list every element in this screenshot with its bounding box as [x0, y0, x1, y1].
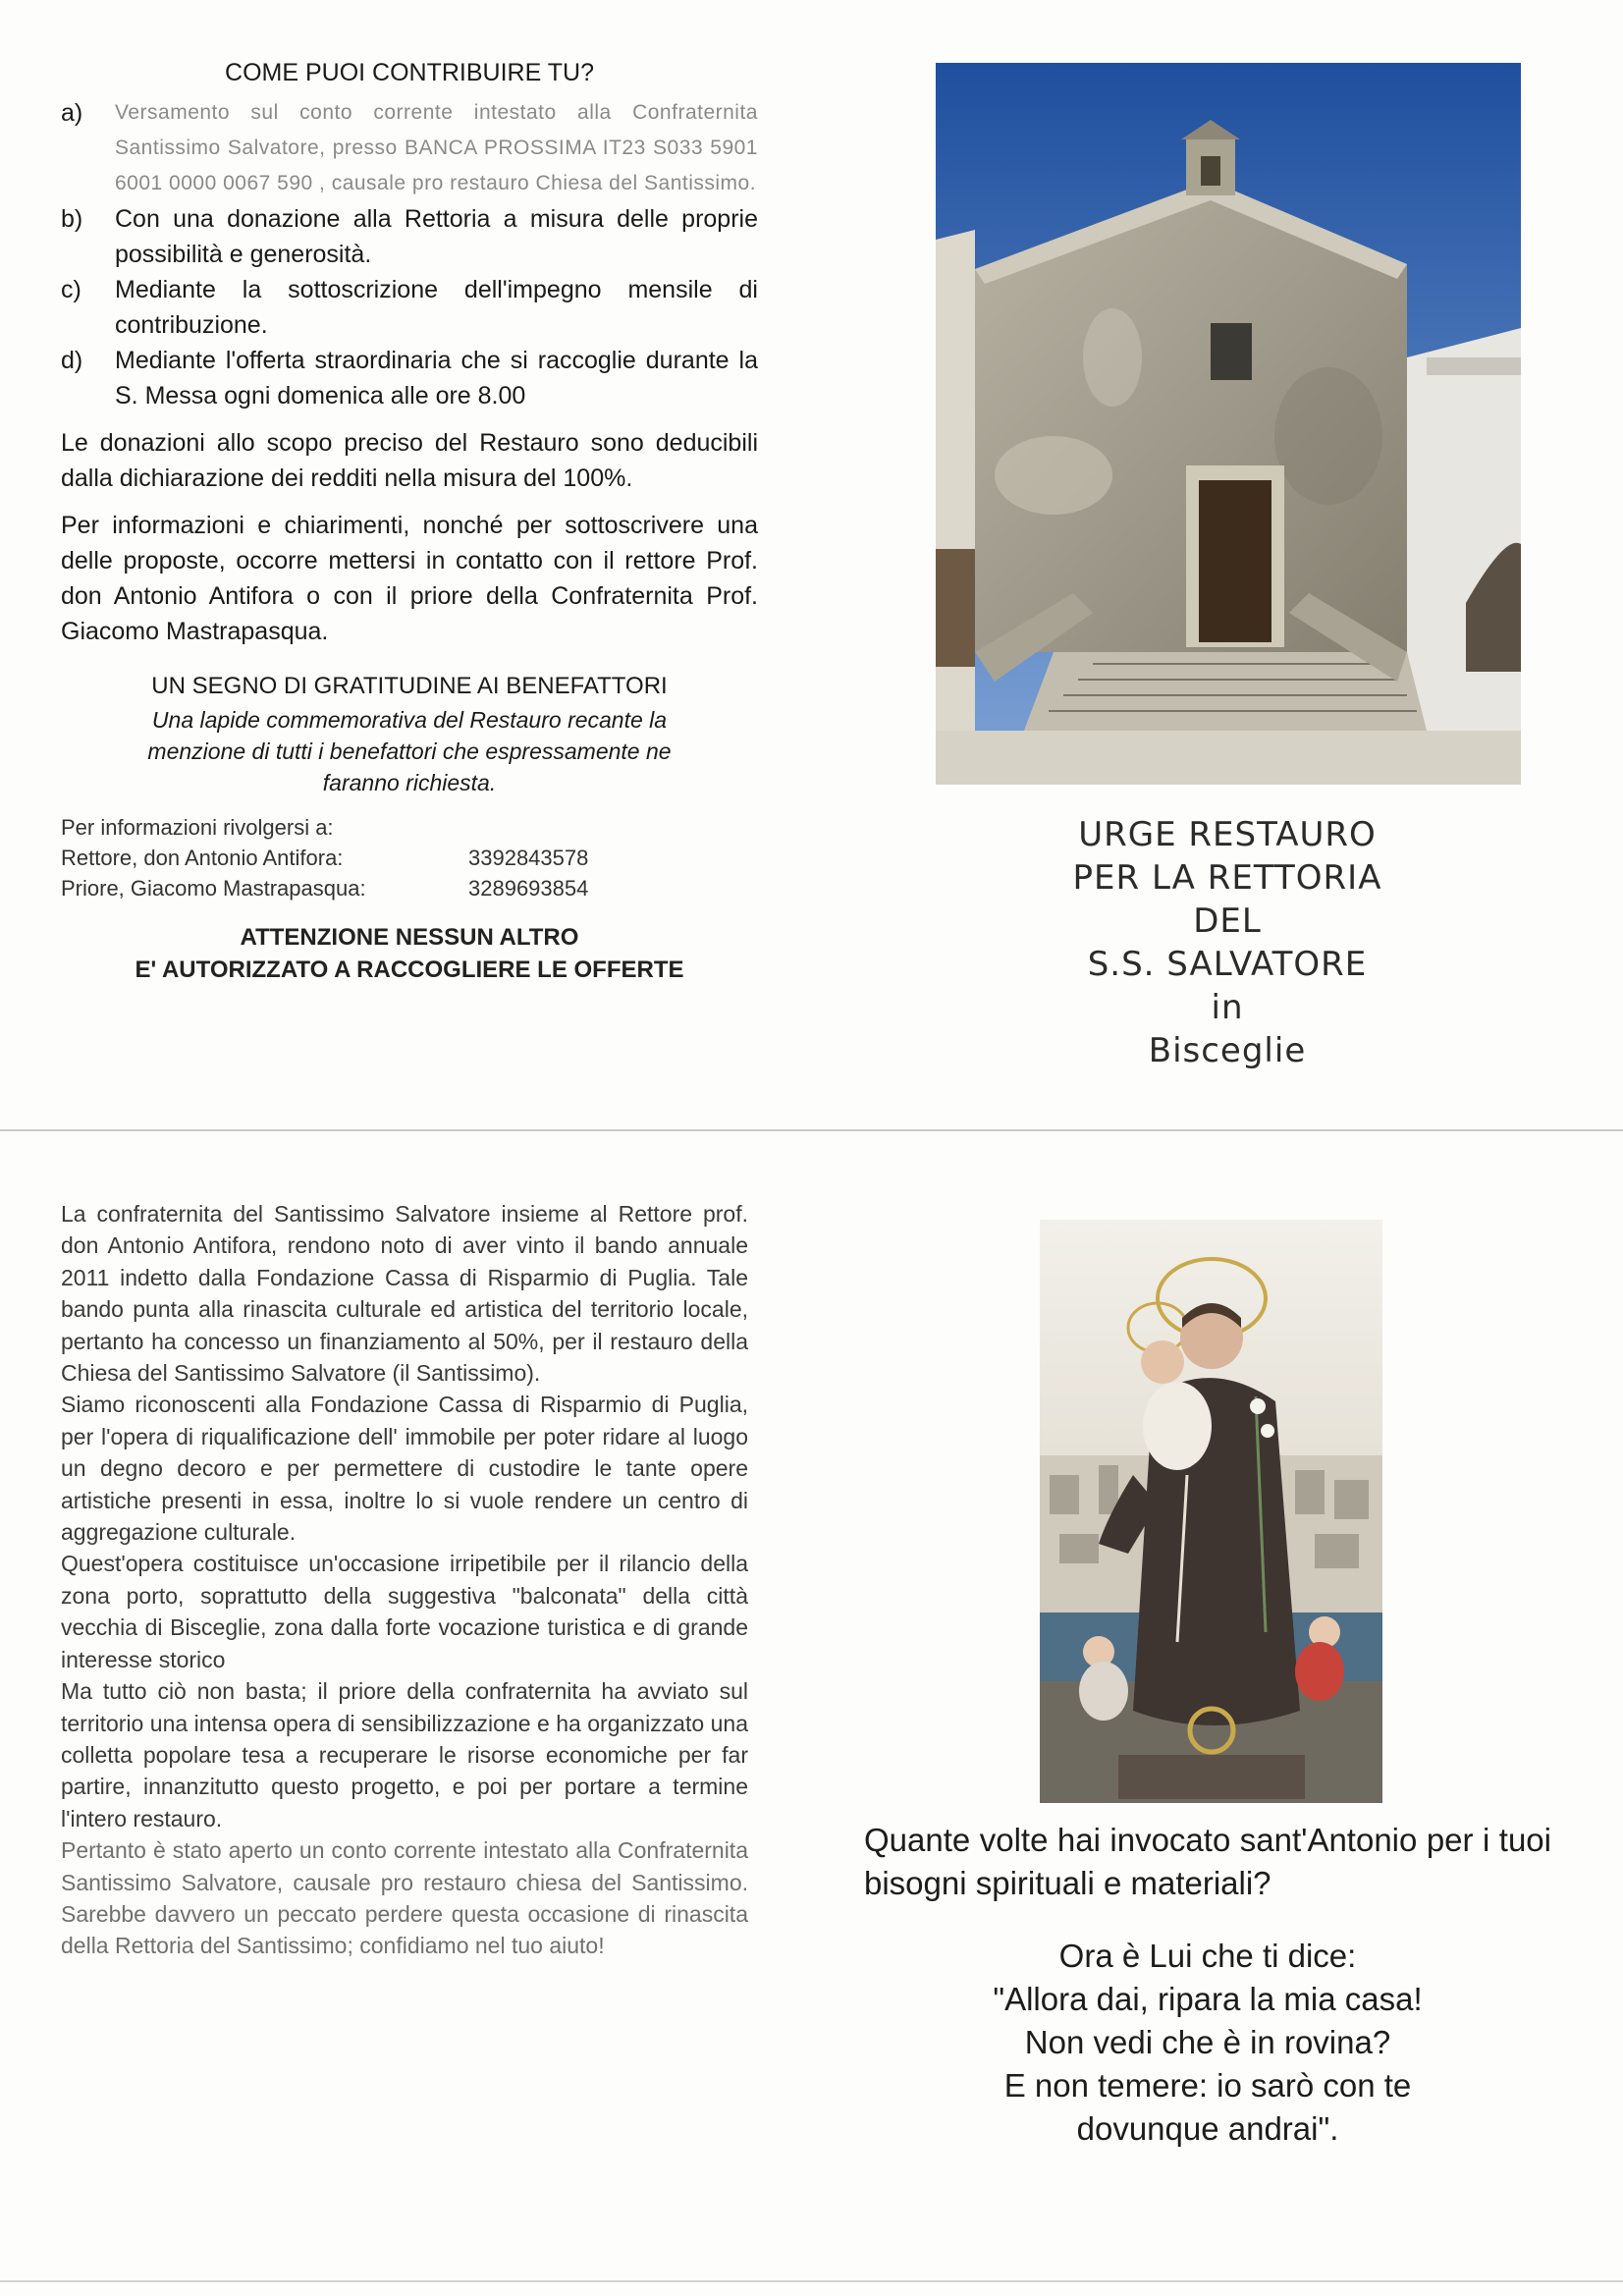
quote-answer	[864, 1935, 1551, 2151]
list-item	[61, 272, 758, 343]
cover-title	[992, 813, 1463, 1072]
quote-question: Quante volte hai invocato sant'Antonio per i tuoi bisogni spirituali e materiali?	[864, 1822, 1551, 1901]
contacts-intro: Per informazioni rivolgersi a:	[61, 815, 334, 840]
list-key: c)	[61, 276, 81, 303]
quote-line-4: E non temere: io sarò con te	[1003, 2067, 1412, 2104]
list-text: Con una donazione alla Rettoria a misura delle proprie possibilità e generosità.	[115, 205, 758, 268]
contact-row-prior	[61, 873, 758, 903]
prior-phone: 3289693854	[468, 876, 589, 901]
body-paragraph-4: Ma tutto ciò non basta; il priore della confraternita ha avviato sul territorio una intensa opera di sensibilizzazione e ha organizzato una colletta popolare tesa a recuperare le risorse economiche per far partire, innanzitutto questo progetto, e poi per portare a termine l'intero restauro.	[61, 1678, 748, 1831]
cover-line-2: PER LA RETTORIA	[1072, 858, 1382, 898]
warning-line-1: ATTENZIONE NESSUN ALTRO	[240, 924, 579, 951]
gratitude-heading: UN SEGNO DI GRATITUDINE AI BENEFATTORI	[151, 673, 668, 699]
list-key: b)	[61, 205, 83, 233]
bottom-edge-line	[0, 2280, 1623, 2282]
list-text: Mediante l'offerta straordinaria che si raccoglie durante la S. Messa ogni domenica alle ore 8.00	[115, 347, 758, 410]
body-paragraph-5: Pertanto è stato aperto un conto corrente intestato alla Confraternita Santissimo Salvatore, causale pro restauro chiesa del Santissimo. Sarebbe davvero un peccato perdere questa occasione di rinascita della Rettoria del Santissimo; confidiamo nel tuo aiuto!	[61, 1837, 748, 1959]
quote-block	[864, 1819, 1551, 2151]
body-text	[61, 1198, 748, 1962]
contribute-panel	[61, 59, 758, 986]
quote-line-1: Ora è Lui che ti dice:	[1058, 1938, 1357, 1974]
gratitude-text: Una lapide commemorativa del Restauro recante la menzione di tutti i benefattori che espressamente ne faranno richiesta.	[147, 707, 672, 795]
saint-anthony-photo	[1040, 1220, 1382, 1803]
prior-label: Priore, Giacomo Mastrapasqua:	[61, 876, 366, 901]
deduction-text: Le donazioni allo scopo preciso del Restauro sono deducibili dalla dichiarazione dei redditi nella misura del 100%.	[61, 429, 758, 492]
cover-line-3: DEL	[1193, 902, 1262, 941]
list-item	[61, 343, 758, 413]
warning-text	[61, 921, 758, 986]
list-item	[61, 201, 758, 272]
church-photo	[936, 63, 1521, 785]
body-paragraph-2: Siamo riconoscenti alla Fondazione Cassa di Risparmio di Puglia, per l'opera di riqualificazione dell' immobile per poter ridare al luogo un degno decoro e per permettere di custodire le tante opere artistiche presenti in essa, inoltre lo si vuole rendere un centro di aggregazione culturale.	[61, 1392, 748, 1546]
contact-row-rector	[61, 843, 758, 873]
list-key: d)	[61, 347, 83, 374]
list-item	[61, 95, 758, 201]
cover-line-5: in	[1211, 988, 1244, 1027]
quote-line-5: dovunque andrai".	[1076, 2110, 1339, 2147]
quote-line-3: Non vedi che è in rovina?	[1024, 2024, 1391, 2060]
body-paragraph-3: Quest'opera costituisce un'occasione irripetibile per il rilancio della zona porto, soprattutto della suggestiva "balconata" della città vecchia di Bisceglie, zona dalla forte vocazione turistica e di grande interesse storico	[61, 1551, 748, 1672]
fold-line	[0, 1129, 1623, 1131]
rector-phone: 3392843578	[468, 846, 589, 870]
cover-line-6: Bisceglie	[1148, 1031, 1307, 1070]
quote-line-2: "Allora dai, ripara la mia casa!	[993, 1981, 1423, 2017]
list-key: a)	[61, 99, 83, 127]
warning-line-2: E' AUTORIZZATO A RACCOGLIERE LE OFFERTE	[135, 957, 684, 983]
rector-label: Rettore, don Antonio Antifora:	[61, 846, 344, 870]
list-text: Versamento sul conto corrente intestato alla Confraternita Santissimo Salvatore, presso BANCA PROSSIMA IT23 S033 5901 6001 0000 0067 590 , causale pro restauro Chiesa del Santissimo.	[115, 101, 758, 194]
cover-line-1: URGE RESTAURO	[1078, 815, 1377, 854]
contribute-heading: COME PUOI CONTRIBUIRE TU?	[225, 59, 594, 86]
info-text: Per informazioni e chiarimenti, nonché per sottoscrivere una delle proposte, occorre mettersi in contatto con il rettore Prof. don Antonio Antifora o con il priore della Confraternita Prof. Giacomo Mastrapasqua.	[61, 512, 758, 645]
cover-line-4: S.S. SALVATORE	[1087, 945, 1368, 984]
body-paragraph-1: La confraternita del Santissimo Salvatore insieme al Rettore prof. don Antonio Antifora, rendono noto di aver vinto il bando annuale 2011 indetto dalla Fondazione Cassa di Risparmio di Puglia. Tale bando punta alla rinascita culturale ed artistica del territorio locale, pertanto ha concesso un finanziamento al 50%, per il restauro della Chiesa del Santissimo Salvatore (il Santissimo).	[61, 1201, 748, 1387]
list-text: Mediante la sottoscrizione dell'impegno mensile di contribuzione.	[115, 276, 758, 339]
